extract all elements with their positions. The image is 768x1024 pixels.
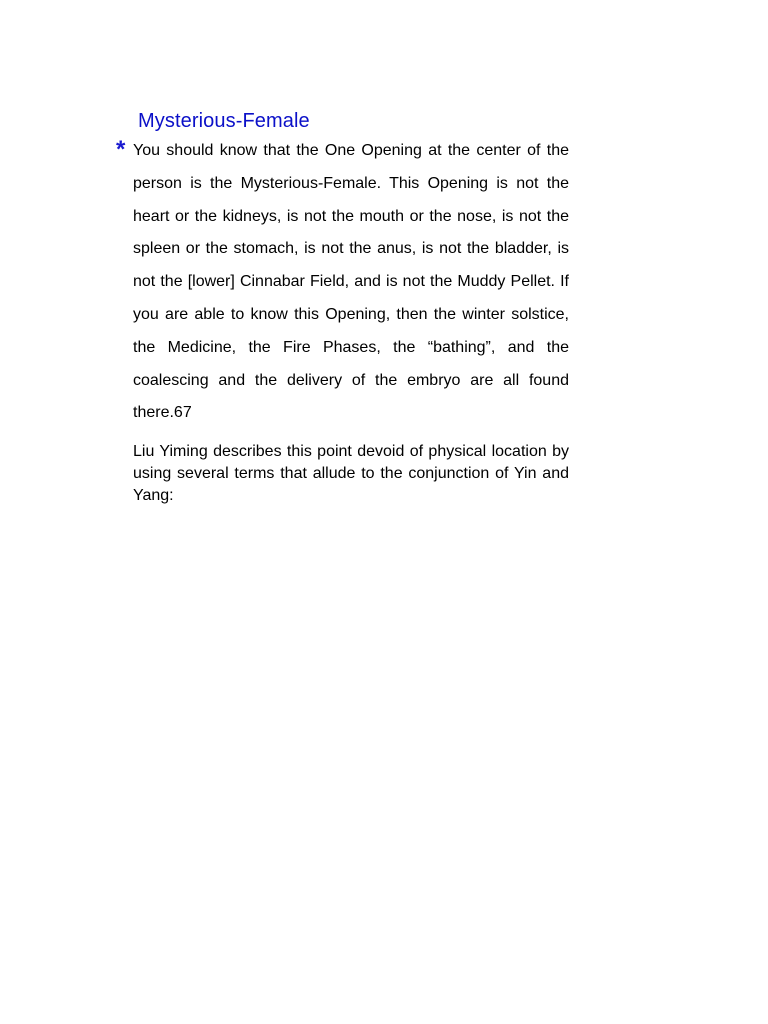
bullet-asterisk: * xyxy=(116,136,126,163)
quoted-passage: You should know that the One Opening at the center of the person is the Mysterious-Female. This Opening is not the heart or the kidneys, is not the mouth or the nose, is not the spleen or the stomach, is not the anus, is not the bladder, is not the [lower] Cinnabar Field, and is not the Muddy Pellet. If you are able to know this Opening, then the winter solstice, the Medicine, the Fire Phases, the “bathing”, and the coalescing and the delivery of the embryo are all found there.67 xyxy=(133,142,569,422)
section-title: Mysterious-Female xyxy=(138,110,310,132)
body-paragraph: Liu Yiming describes this point devoid of physical location by using several terms that allude to the conjunction of Yin and Yang: xyxy=(133,443,569,504)
